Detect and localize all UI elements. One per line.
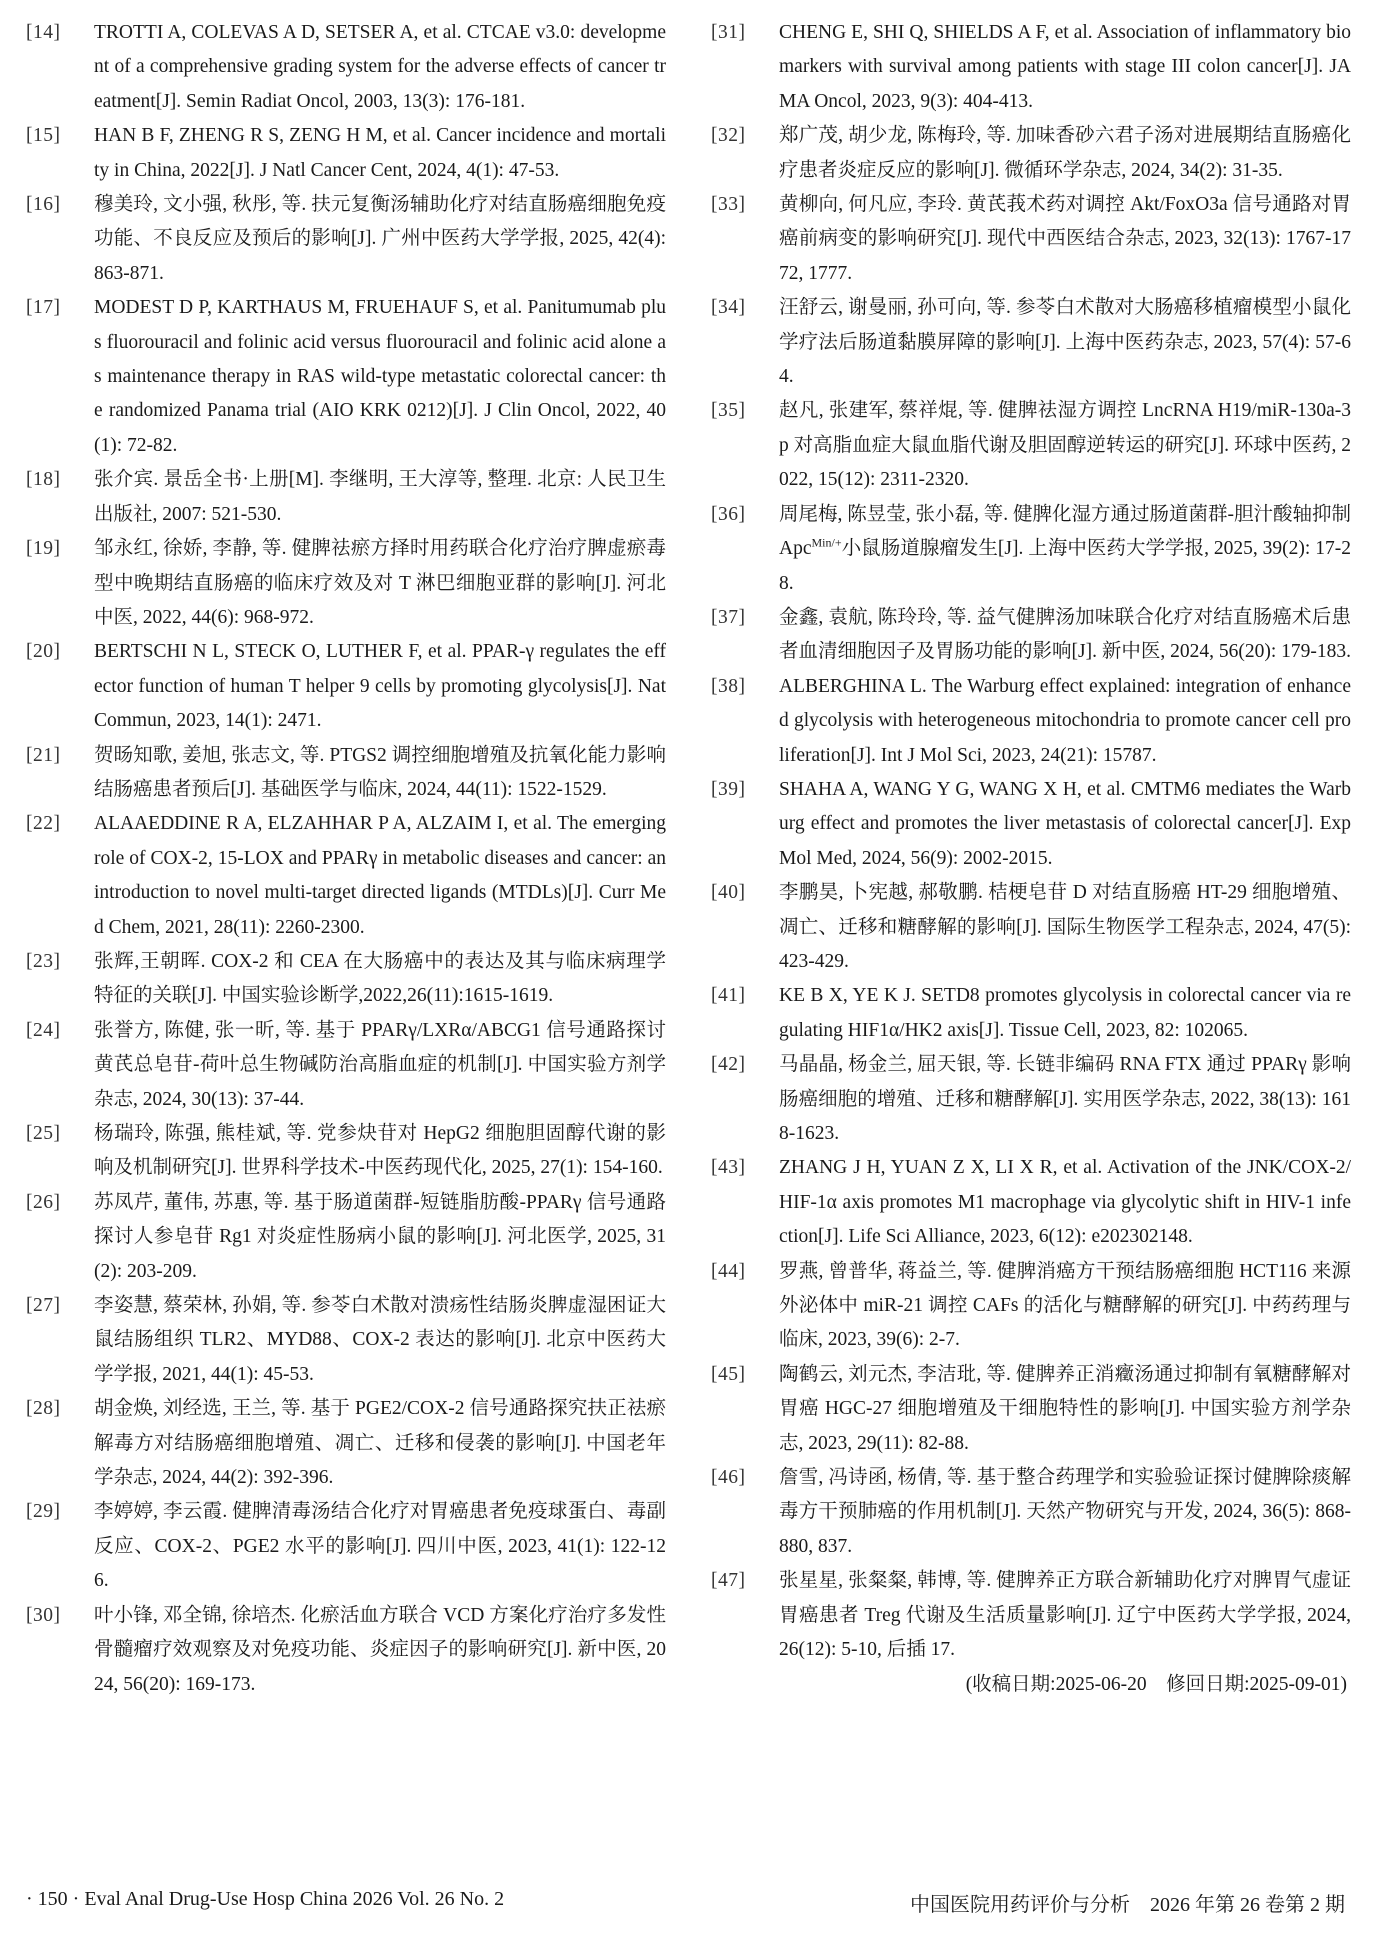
page-footer-chinese: 中国医院用药评价与分析 2026 年第 26 卷第 2 期 <box>910 1894 1345 1916</box>
reference-number: [27] <box>26 1295 61 1317</box>
superscript-genotype: Min/+ <box>811 535 842 550</box>
reference-text: 张辉,王朝晖. COX-2 和 CEA 在大肠癌中的表达及其与临床病理学特征的关联[J]. 中国实验诊断学,2022,26(11):1615-1619. <box>94 950 666 1007</box>
reference-entry <box>711 16 1351 119</box>
reference-entry <box>26 1014 666 1117</box>
reference-number: [42] <box>711 1054 746 1076</box>
reference-text: 苏凤芹, 董伟, 苏惠, 等. 基于肠道菌群-短链脂肪酸-PPARγ 信号通路探讨人参皂苷 Rg1 对炎症性肠病小鼠的影响[J]. 河北医学, 2025, 31(2): 203-209. <box>94 1191 666 1282</box>
reference-number: [43] <box>711 1157 746 1179</box>
reference-number: [16] <box>26 194 61 216</box>
reference-text: ALAAEDDINE R A, ELZAHHAR P A, ALZAIM I, et al. The emerging role of COX-2, 15-LOX and PPARγ in metabolic diseases and cancer: an introduction to novel multi-target directed ligands (MTDLs)[J]. Curr Med Chem, 2021, 28(11): 2260-2300. <box>94 813 666 938</box>
reference-entry <box>711 498 1351 601</box>
reference-entry <box>711 1048 1351 1151</box>
reference-entry <box>711 1461 1351 1564</box>
reference-entry <box>711 876 1351 979</box>
reference-number: [18] <box>26 469 61 491</box>
reference-entry <box>26 1495 666 1598</box>
reference-number: [26] <box>26 1191 61 1213</box>
reference-entry <box>26 463 666 532</box>
reference-number: [45] <box>711 1363 746 1385</box>
reference-entry <box>711 291 1351 394</box>
reference-text: KE B X, YE K J. SETD8 promotes glycolysis in colorectal cancer via regulating HIF1α/HK2 axis[J]. Tissue Cell, 2023, 82: 102065. <box>779 985 1351 1041</box>
reference-number: [31] <box>711 22 746 43</box>
reference-number: [28] <box>26 1398 61 1420</box>
reference-number: [32] <box>711 125 746 147</box>
reference-text: 李姿慧, 蔡荣林, 孙娟, 等. 参苓白术散对溃疡性结肠炎脾虚湿困证大鼠结肠组织 TLR2、MYD88、COX-2 表达的影响[J]. 北京中医药大学学报, 2021, 44(1): 45-53. <box>94 1295 666 1385</box>
reference-text: TROTTI A, COLEVAS A D, SETSER A, et al. CTCAE v3.0: development of a comprehensive grading system for the adverse effects of cancer treatment[J]. Semin Radiat Oncol, 2003, 13(3): 176-181. <box>94 22 666 112</box>
reference-entry <box>711 394 1351 497</box>
reference-entry <box>711 1564 1351 1667</box>
reference-text: HAN B F, ZHENG R S, ZENG H M, et al. Cancer incidence and mortality in China, 2022[J]. J Natl Cancer Cent, 2024, 4(1): 47-53. <box>94 125 666 181</box>
reference-text: 金鑫, 袁航, 陈玲玲, 等. 益气健脾汤加味联合化疗对结直肠癌术后患者血清细胞因子及胃肠功能的影响[J]. 新中医, 2024, 56(20): 179-183. <box>779 606 1351 663</box>
reference-entry <box>26 1392 666 1495</box>
reference-text-part: 周尾梅, 陈昱莹, 张小磊, 等. 健脾化湿方通过肠道菌群-胆汁酸轴抑制 Apc <box>779 503 1351 560</box>
reference-text-part: 小鼠肠道腺瘤发生[J]. 上海中医药大学学报, 2025, 39(2): 17-28. <box>779 538 1351 594</box>
reference-text: 张星星, 张粲粲, 韩博, 等. 健脾养正方联合新辅助化疗对脾胃气虚证胃癌患者 Treg 代谢及生活质量影响[J]. 辽宁中医药大学学报, 2024, 26(12): 5-10, 后插 17. <box>779 1570 1351 1661</box>
reference-number: [15] <box>26 125 61 147</box>
reference-text: 李婷婷, 李云霞. 健脾清毒汤结合化疗对胃癌患者免疫球蛋白、毒副反应、COX-2、PGE2 水平的影响[J]. 四川中医, 2023, 41(1): 122-126. <box>94 1501 666 1592</box>
reference-text: 黄柳向, 何凡应, 李玲. 黄芪莪术药对调控 Akt/FoxO3a 信号通路对胃癌前病变的影响研究[J]. 现代中西医结合杂志, 2023, 32(13): 1767-1772, 1777. <box>779 194 1351 284</box>
reference-text: 穆美玲, 文小强, 秋彤, 等. 扶元复衡汤辅助化疗对结直肠癌细胞免疫功能、不良反应及预后的影响[J]. 广州中医药大学学报, 2025, 42(4): 863-871. <box>94 194 666 284</box>
reference-number: [34] <box>711 297 746 319</box>
reference-text: 杨瑞玲, 陈强, 熊桂斌, 等. 党参炔苷对 HepG2 细胞胆固醇代谢的影响及机制研究[J]. 世界科学技术-中医药现代化, 2025, 27(1): 154-160. <box>94 1123 666 1179</box>
reference-number: [33] <box>711 194 746 216</box>
reference-entry <box>711 773 1351 876</box>
reference-text: 叶小锋, 邓全锦, 徐培杰. 化瘀活血方联合 VCD 方案化疗治疗多发性骨髓瘤疗效观察及对免疫功能、炎症因子的影响研究[J]. 新中医, 2024, 56(20): 169-173. <box>94 1604 666 1695</box>
reference-number: [46] <box>711 1467 746 1489</box>
reference-text: 贺旸知歌, 姜旭, 张志文, 等. PTGS2 调控细胞增殖及抗氧化能力影响结肠癌患者预后[J]. 基础医学与临床, 2024, 44(11): 1522-1529. <box>94 744 666 800</box>
reference-text: 马晶晶, 杨金兰, 屈天银, 等. 长链非编码 RNA FTX 通过 PPARγ 影响肠癌细胞的增殖、迁移和糖酵解[J]. 实用医学杂志, 2022, 38(13): 1618-1623. <box>779 1054 1351 1144</box>
reference-number: [47] <box>711 1570 746 1592</box>
reference-entry <box>26 532 666 635</box>
reference-text: CHENG E, SHI Q, SHIELDS A F, et al. Association of inflammatory biomarkers with survival among patients with stage III colon cancer[J]. JAMA Oncol, 2023, 9(3): 404-413. <box>779 22 1351 112</box>
reference-entry <box>26 119 666 188</box>
reference-text <box>779 498 1351 601</box>
reference-number: [20] <box>26 641 61 663</box>
reference-entry <box>711 979 1351 1048</box>
reference-text: 赵凡, 张建军, 蔡祥焜, 等. 健脾祛湿方调控 LncRNA H19/miR-130a-3p 对高脂血症大鼠血脂代谢及胆固醇逆转运的研究[J]. 环球中医药, 2022, 15(12): 2311-2320. <box>779 400 1351 491</box>
reference-text: 陶鹤云, 刘元杰, 李洁玭, 等. 健脾养正消癥汤通过抑制有氧糖酵解对胃癌 HGC-27 细胞增殖及干细胞特性的影响[J]. 中国实验方剂学杂志, 2023, 29(11): 82-88. <box>779 1363 1351 1454</box>
reference-number: [40] <box>711 882 746 904</box>
reference-entry <box>26 16 666 119</box>
reference-text: 詹雪, 冯诗函, 杨倩, 等. 基于整合药理学和实验验证探讨健脾除痰解毒方干预肺癌的作用机制[J]. 天然产物研究与开发, 2024, 36(5): 868-880, 837. <box>779 1467 1351 1557</box>
reference-number: [29] <box>26 1501 61 1523</box>
reference-text: 胡金焕, 刘经选, 王兰, 等. 基于 PGE2/COX-2 信号通路探究扶正祛瘀解毒方对结肠癌细胞增殖、凋亡、迁移和侵袭的影响[J]. 中国老年学杂志, 2024, 44(2): 392-396. <box>94 1398 666 1489</box>
reference-entry <box>26 291 666 463</box>
reference-text: 郑广茂, 胡少龙, 陈梅玲, 等. 加味香砂六君子汤对进展期结直肠癌化疗患者炎症反应的影响[J]. 微循环学杂志, 2024, 34(2): 31-35. <box>779 125 1351 181</box>
reference-number: [36] <box>711 503 746 525</box>
references-right-column <box>711 16 1351 1702</box>
reference-text: BERTSCHI N L, STECK O, LUTHER F, et al. PPAR-γ regulates the effector function of human T helper 9 cells by promoting glycolysis[J]. Nat Commun, 2023, 14(1): 2471. <box>94 641 666 732</box>
reference-text: 汪舒云, 谢曼丽, 孙可向, 等. 参苓白术散对大肠癌移植瘤模型小鼠化学疗法后肠道黏膜屏障的影响[J]. 上海中医药杂志, 2023, 57(4): 57-64. <box>779 297 1351 388</box>
reference-number: [19] <box>26 538 61 560</box>
reference-number: [38] <box>711 675 746 697</box>
reference-entry <box>711 601 1351 670</box>
reference-number: [37] <box>711 606 746 628</box>
reference-number: [39] <box>711 778 746 800</box>
received-revised-dates: (收稿日期:2025-06-20 修回日期:2025-09-01) <box>965 1673 1347 1695</box>
reference-entry <box>26 739 666 808</box>
reference-number: [25] <box>26 1123 61 1144</box>
reference-text: 张誉方, 陈健, 张一昕, 等. 基于 PPARγ/LXRα/ABCG1 信号通路探讨黄芪总皂苷-荷叶总生物碱防治高脂血症的机制[J]. 中国实验方剂学杂志, 2024, 30(13): 37-44. <box>94 1019 666 1110</box>
reference-entry <box>26 635 666 738</box>
reference-text: MODEST D P, KARTHAUS M, FRUEHAUF S, et al. Panitumumab plus fluorouracil and folinic acid versus fluorouracil and folinic acid alone as maintenance therapy in RAS wild-type metastatic colorectal cancer: the randomized Panama trial (AIO KRK 0212)[J]. J Clin Oncol, 2022, 40(1): 72-82. <box>94 297 666 456</box>
reference-number: [23] <box>26 950 61 972</box>
reference-text: ALBERGHINA L. The Warburg effect explained: integration of enhanced glycolysis with heterogeneous mitochondria to promote cancer cell proliferation[J]. Int J Mol Sci, 2023, 24(21): 15787. <box>779 675 1351 766</box>
reference-number: [21] <box>26 744 61 766</box>
reference-entry <box>711 670 1351 773</box>
reference-entry <box>711 188 1351 291</box>
reference-number: [41] <box>711 985 746 1007</box>
reference-text: SHAHA A, WANG Y G, WANG X H, et al. CMTM6 mediates the Warburg effect and promotes the liver metastasis of colorectal cancer[J]. Exp Mol Med, 2024, 56(9): 2002-2015. <box>779 778 1351 869</box>
reference-text: 李鹏昊, 卜宪越, 郝敬鹏. 桔梗皂苷 D 对结直肠癌 HT-29 细胞增殖、凋亡、迁移和糖酵解的影响[J]. 国际生物医学工程杂志, 2024, 47(5): 423-429. <box>779 882 1351 972</box>
reference-number: [30] <box>26 1604 61 1626</box>
reference-number: [35] <box>711 400 746 422</box>
references-left-column <box>26 16 666 1702</box>
reference-entry <box>26 1117 666 1186</box>
reference-text: 邹永红, 徐娇, 李静, 等. 健脾祛瘀方择时用药联合化疗治疗脾虚瘀毒型中晚期结直肠癌的临床疗效及对 T 淋巴细胞亚群的影响[J]. 河北中医, 2022, 44(6): 968-972. <box>94 538 666 628</box>
reference-entry <box>26 807 666 945</box>
reference-number: [22] <box>26 813 61 835</box>
reference-entry <box>26 945 666 1014</box>
reference-text: ZHANG J H, YUAN Z X, LI X R, et al. Activation of the JNK/COX-2/HIF-1α axis promotes M1 macrophage via glycolytic shift in HIV-1 infection[J]. Life Sci Alliance, 2023, 6(12): e202302148. <box>779 1157 1351 1248</box>
page-footer-english: · 150 · Eval Anal Drug-Use Hosp China 2026 Vol. 26 No. 2 <box>26 1888 505 1910</box>
reference-entry <box>26 1186 666 1289</box>
reference-entry <box>26 1289 666 1392</box>
reference-entry <box>26 1599 666 1702</box>
reference-number: [44] <box>711 1260 746 1282</box>
reference-number: [14] <box>26 22 61 43</box>
reference-text: 罗燕, 曾普华, 蒋益兰, 等. 健脾消癌方干预结肠癌细胞 HCT116 来源外泌体中 miR-21 调控 CAFs 的活化与糖酵解的研究[J]. 中药药理与临床, 2023, 39(6): 2-7. <box>779 1260 1351 1351</box>
reference-entry <box>711 119 1351 188</box>
reference-entry <box>711 1255 1351 1358</box>
reference-number: [24] <box>26 1019 61 1041</box>
reference-entry <box>711 1358 1351 1461</box>
reference-entry <box>711 1151 1351 1254</box>
reference-entry <box>26 188 666 291</box>
reference-number: [17] <box>26 297 61 319</box>
reference-text: 张介宾. 景岳全书·上册[M]. 李继明, 王大淳等, 整理. 北京: 人民卫生出版社, 2007: 521-530. <box>94 469 666 525</box>
